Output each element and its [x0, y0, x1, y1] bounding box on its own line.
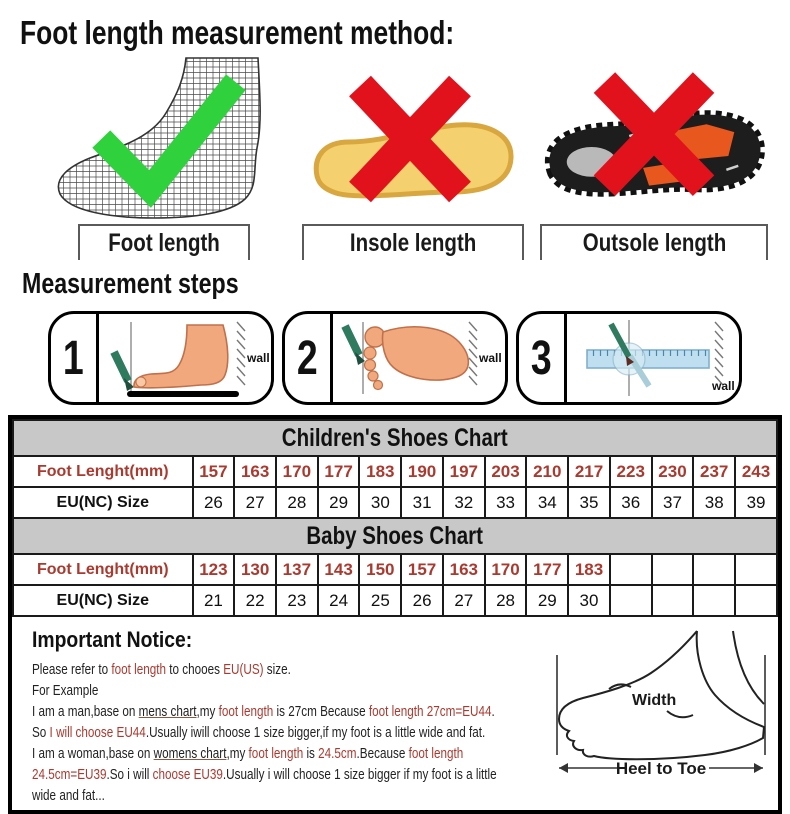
- chart-cell: 177: [318, 456, 360, 487]
- baby-foot-length-row: [13, 554, 777, 585]
- chart-cell: 183: [568, 554, 610, 585]
- chart-cell: 28: [276, 487, 318, 518]
- chart-cell: 30: [568, 585, 610, 616]
- notice-segment: I am a man,base on: [32, 703, 139, 720]
- chart-cell: 203: [485, 456, 527, 487]
- insole-length-bracket: [302, 224, 524, 260]
- page-title: Foot length measurement method:: [20, 14, 455, 51]
- figure-label: Insole length: [349, 228, 477, 257]
- figure-label: Foot length: [108, 228, 220, 257]
- compass-icon: [611, 324, 649, 386]
- notice-segment: size.: [263, 661, 291, 678]
- notice-segment: choose EU39: [152, 766, 223, 783]
- chart-cell: 21: [193, 585, 235, 616]
- notice-segment: is: [303, 745, 319, 762]
- notice-segment: .Because: [356, 745, 409, 762]
- measurement-steps-heading: Measurement steps: [22, 268, 239, 300]
- chart-cell: 29: [526, 585, 568, 616]
- step-1-box: [48, 311, 274, 405]
- notice-segment: foot length: [408, 745, 464, 762]
- chart-cell: 157: [401, 554, 443, 585]
- chart-cell: 157: [193, 456, 235, 487]
- size-chart-block: [8, 415, 782, 814]
- chart-cell: 33: [485, 487, 527, 518]
- step-3-box: [516, 311, 742, 405]
- foot-side-illustration: [134, 325, 228, 388]
- chart-cell: 163: [443, 554, 485, 585]
- chart-cell: 137: [276, 554, 318, 585]
- ruler-icon: [587, 350, 709, 368]
- chart-cell: [735, 554, 777, 585]
- notice-segment: .Usually iwill choose 1 size bigger,if my foot is a little wide and fat.: [145, 724, 486, 741]
- baby-chart-title-row: [13, 518, 777, 554]
- width-label: Width: [632, 692, 677, 709]
- pencil-icon: [114, 352, 128, 381]
- chart-cell: 35: [568, 487, 610, 518]
- chart-cell: 177: [526, 554, 568, 585]
- chart-cell: 30: [359, 487, 401, 518]
- children-eu-size-row: [13, 487, 777, 518]
- row-label: EU(NC) Size: [13, 487, 193, 518]
- step-2-illustration: [333, 314, 505, 402]
- chart-cell: 183: [359, 456, 401, 487]
- chart-cell: 210: [526, 456, 568, 487]
- chart-cell: 27: [443, 585, 485, 616]
- notice-lines: [32, 659, 537, 806]
- step-number: 2: [285, 314, 333, 402]
- notice-segment: ,my: [226, 745, 249, 762]
- row-label: Foot Lenght(mm): [13, 456, 193, 487]
- notice-segment: .: [491, 703, 495, 720]
- notice-line: [32, 722, 486, 743]
- notice-segment: EU(US): [223, 661, 264, 678]
- wall-label: wall: [247, 351, 270, 365]
- figure-foot-length: [42, 56, 286, 260]
- chart-cell: 190: [401, 456, 443, 487]
- notice-line: [32, 680, 426, 701]
- chart-cell: 143: [318, 554, 360, 585]
- children-chart-title: Children's Shoes Chart: [13, 420, 777, 456]
- chart-cell: 123: [193, 554, 235, 585]
- row-label: Foot Lenght(mm): [13, 554, 193, 585]
- notice-segment: I will choose EU44: [49, 724, 146, 741]
- chart-cell: 37: [652, 487, 694, 518]
- chart-cell: [735, 585, 777, 616]
- chart-cell: 38: [693, 487, 735, 518]
- foot-length-bracket: [78, 224, 250, 260]
- wall-hatch: [237, 322, 245, 385]
- row-label: EU(NC) Size: [13, 585, 193, 616]
- important-notice-section: [12, 617, 778, 810]
- chart-cell: 26: [193, 487, 235, 518]
- chart-cell: [693, 554, 735, 585]
- notice-line: [32, 701, 495, 722]
- chart-cell: 197: [443, 456, 485, 487]
- outsole-length-bracket: [540, 224, 768, 260]
- chart-cell: 29: [318, 487, 360, 518]
- foot-top-illustration: [364, 327, 468, 390]
- notice-line: [32, 743, 464, 764]
- size-table: [12, 419, 778, 617]
- figure-insole-length: [302, 74, 524, 260]
- chart-cell: 130: [234, 554, 276, 585]
- notice-line: [32, 764, 497, 785]
- chart-cell: 230: [652, 456, 694, 487]
- chart-cell: 25: [359, 585, 401, 616]
- wall-label: wall: [712, 379, 735, 393]
- chart-cell: 27: [234, 487, 276, 518]
- chart-cell: [610, 585, 652, 616]
- baby-chart-title: Baby Shoes Chart: [13, 518, 777, 554]
- step-1-illustration: [99, 314, 271, 402]
- step-3-illustration: [567, 314, 739, 402]
- chart-cell: 23: [276, 585, 318, 616]
- chart-cell: 31: [401, 487, 443, 518]
- notice-segment: foot length: [248, 745, 304, 762]
- chart-cell: 150: [359, 554, 401, 585]
- chart-cell: 24: [318, 585, 360, 616]
- wall-label: wall: [479, 351, 502, 365]
- chart-cell: 39: [735, 487, 777, 518]
- notice-segment: mens chart: [138, 703, 197, 720]
- step-number: 3: [519, 314, 567, 402]
- heel-to-toe-label: Heel to Toe: [615, 759, 707, 778]
- notice-segment: to chooes: [165, 661, 224, 678]
- chart-cell: 163: [234, 456, 276, 487]
- step-2-box: [282, 311, 508, 405]
- chart-cell: [610, 554, 652, 585]
- step-number: 1: [51, 314, 99, 402]
- chart-cell: 32: [443, 487, 485, 518]
- method-figures-row: [42, 56, 748, 260]
- insole-illustration: [302, 74, 524, 224]
- pencil-icon: [345, 326, 359, 355]
- chart-cell: 22: [234, 585, 276, 616]
- chart-cell: 223: [610, 456, 652, 487]
- chart-cell: 170: [485, 554, 527, 585]
- notice-segment: ,my: [196, 703, 219, 720]
- notice-segment: Please refer to: [32, 661, 112, 678]
- chart-cell: [652, 554, 694, 585]
- chart-cell: [693, 585, 735, 616]
- chart-cell: 237: [693, 456, 735, 487]
- notice-segment: For Example: [32, 682, 99, 699]
- notice-segment: So: [32, 724, 50, 741]
- notice-text: [32, 625, 537, 806]
- chart-cell: 34: [526, 487, 568, 518]
- figure-outsole-length: [540, 74, 768, 260]
- notice-segment: I am a woman,base on: [32, 745, 154, 762]
- outsole-illustration: [540, 74, 768, 224]
- chart-cell: 26: [401, 585, 443, 616]
- baby-eu-size-row: [13, 585, 777, 616]
- foot-measure-diagram: [537, 625, 787, 806]
- notice-heading: Important Notice:: [32, 627, 193, 652]
- notice-segment: is 27cm Because: [273, 703, 369, 720]
- notice-segment: foot length: [111, 661, 166, 678]
- notice-segment: wide and fat...: [32, 787, 105, 804]
- notice-segment: foot length: [218, 703, 274, 720]
- figure-label: Outsole length: [582, 228, 726, 257]
- children-foot-length-row: [13, 456, 777, 487]
- foot-wireframe-illustration: [42, 56, 286, 224]
- children-chart-title-row: [13, 420, 777, 456]
- chart-cell: 170: [276, 456, 318, 487]
- notice-line: [32, 785, 426, 806]
- wall-hatch: [715, 322, 723, 385]
- notice-segment: .So i will: [106, 766, 153, 783]
- notice-segment: foot length 27cm=EU44: [368, 703, 492, 720]
- chart-cell: 217: [568, 456, 610, 487]
- notice-line: [32, 659, 426, 680]
- notice-segment: womens chart: [153, 745, 227, 762]
- notice-segment: 24.5cm=EU39: [32, 766, 107, 783]
- wall-hatch: [469, 322, 477, 385]
- steps-row: [48, 311, 742, 405]
- chart-cell: 28: [485, 585, 527, 616]
- notice-segment: .Usually i will choose 1 size bigger if my foot is a little: [222, 766, 497, 783]
- chart-cell: 243: [735, 456, 777, 487]
- chart-cell: [652, 585, 694, 616]
- chart-cell: 36: [610, 487, 652, 518]
- notice-segment: 24.5cm: [318, 745, 357, 762]
